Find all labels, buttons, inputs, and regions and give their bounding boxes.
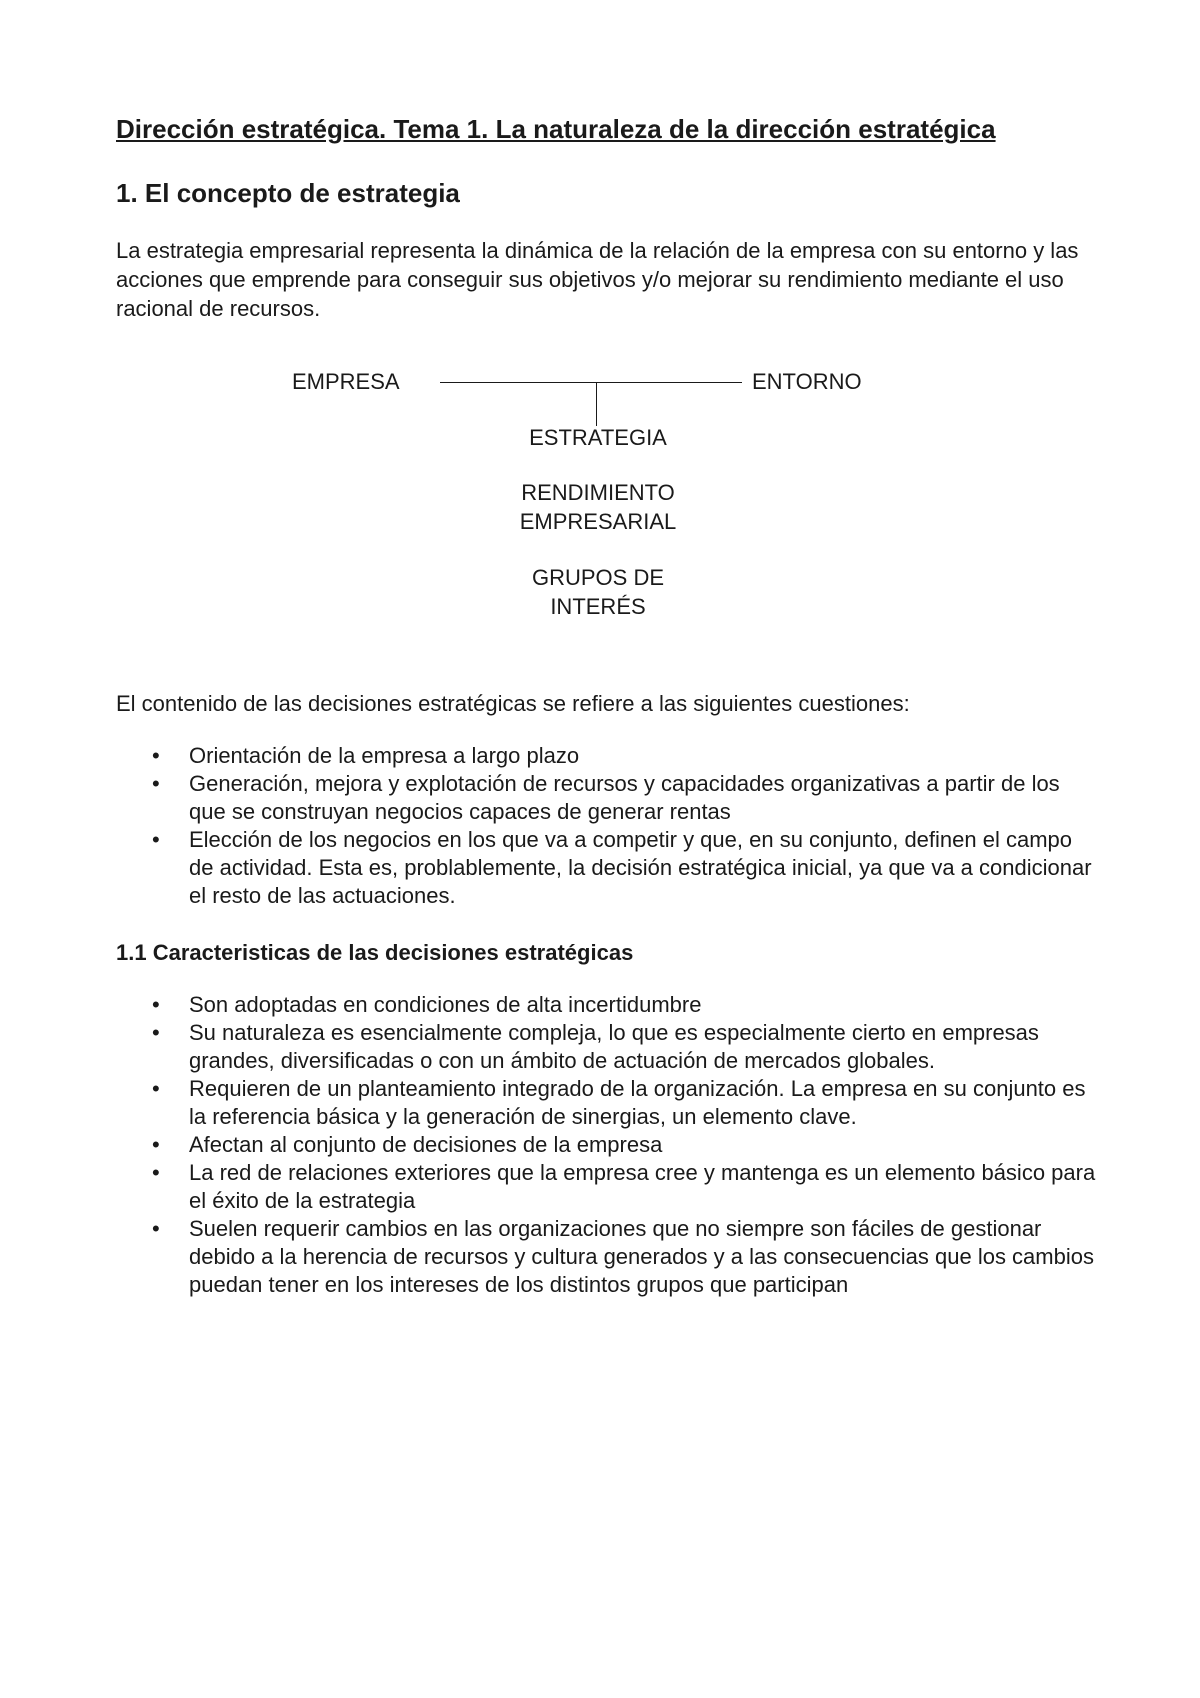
section-heading-concept: 1. El concepto de estrategia: [116, 178, 460, 208]
intro-paragraph: La estrategia empresarial representa la dinámica de la relación de la empresa con su entorno y las acciones que emprende para conseguir sus objetivos y/o mejorar su rendimiento mediante el uso racional de recursos.: [116, 238, 1079, 321]
list-item-text: La red de relaciones exteriores que la empresa cree y mantenga es un elemento básico para el éxito de la estrategia: [189, 1160, 1096, 1213]
list-item: [116, 742, 1096, 770]
list-item-text: Suelen requerir cambios en las organizaciones que no siempre son fáciles de gestionar debido a la herencia de recursos y cultura generados y a las consecuencias que los cambios puedan tener en los intereses de los distintos grupos que participan: [189, 1216, 1094, 1297]
diagram-label-entorno: ENTORNO: [752, 369, 862, 394]
diagram-rendimiento-line2: EMPRESARIAL: [519, 509, 677, 534]
section-heading-characteristics: 1.1 Caracteristicas de las decisiones estratégicas: [116, 940, 634, 965]
list-item: [116, 1075, 1096, 1131]
list-item-text: Orientación de la empresa a largo plazo: [189, 743, 580, 768]
document-page: [116, 112, 1096, 1299]
diagram-label-empresa: EMPRESA: [292, 369, 400, 394]
list-item-text: Son adoptadas en condiciones de alta incertidumbre: [189, 992, 702, 1017]
bullet-icon: •: [152, 771, 160, 796]
list-item: [116, 770, 1096, 826]
bullet-icon: •: [152, 992, 160, 1017]
list-item-text: Afectan al conjunto de decisiones de la empresa: [189, 1132, 663, 1157]
list-item-text: Requieren de un planteamiento integrado de la organización. La empresa en su conjunto es la referencia básica y la generación de sinergias, un elemento clave.: [189, 1076, 1086, 1129]
diagram-connector-vertical: [596, 382, 597, 426]
diagram-rendimiento-line1: RENDIMIENTO: [521, 480, 675, 505]
characteristics-bullet-list: [116, 991, 1096, 1299]
bullet-icon: •: [152, 1132, 160, 1157]
strategy-diagram: [116, 367, 1096, 667]
content-intro-paragraph: El contenido de las decisiones estratégicas se refiere a las siguientes cuestiones:: [116, 691, 910, 716]
diagram-connector-horizontal: [440, 382, 742, 383]
diagram-label-rendimiento: [476, 478, 720, 536]
list-item: [116, 1159, 1096, 1215]
bullet-icon: •: [152, 1020, 160, 1045]
bullet-icon: •: [152, 743, 160, 768]
list-item: [116, 1019, 1096, 1075]
list-item-text: Su naturaleza es esencialmente compleja, lo que es especialmente cierto en empresas grandes, diversificadas o con un ámbito de actuación de mercados globales.: [189, 1020, 1039, 1073]
bullet-icon: •: [152, 1216, 160, 1241]
bullet-icon: •: [152, 827, 160, 852]
list-item-text: Elección de los negocios en los que va a competir y que, en su conjunto, definen el campo de actividad. Esta es, problablemente, la decisión estratégica inicial, ya que va a condicionar el resto de las actuaciones.: [189, 827, 1092, 908]
bullet-icon: •: [152, 1160, 160, 1185]
list-item-text: Generación, mejora y explotación de recursos y capacidades organizativas a partir de los que se construyan negocios capaces de generar rentas: [189, 771, 1060, 824]
list-item: [116, 1215, 1096, 1299]
list-item: [116, 991, 1096, 1019]
diagram-label-grupos: [476, 563, 720, 621]
diagram-grupos-line2: INTERÉS: [550, 594, 646, 619]
list-item: [116, 1131, 1096, 1159]
list-item: [116, 826, 1096, 910]
content-bullet-list: [116, 742, 1096, 910]
document-title: Dirección estratégica. Tema 1. La naturaleza de la dirección estratégica: [116, 114, 996, 144]
diagram-label-estrategia: ESTRATEGIA: [529, 425, 667, 450]
bullet-icon: •: [152, 1076, 160, 1101]
diagram-grupos-line1: GRUPOS DE: [531, 565, 665, 590]
